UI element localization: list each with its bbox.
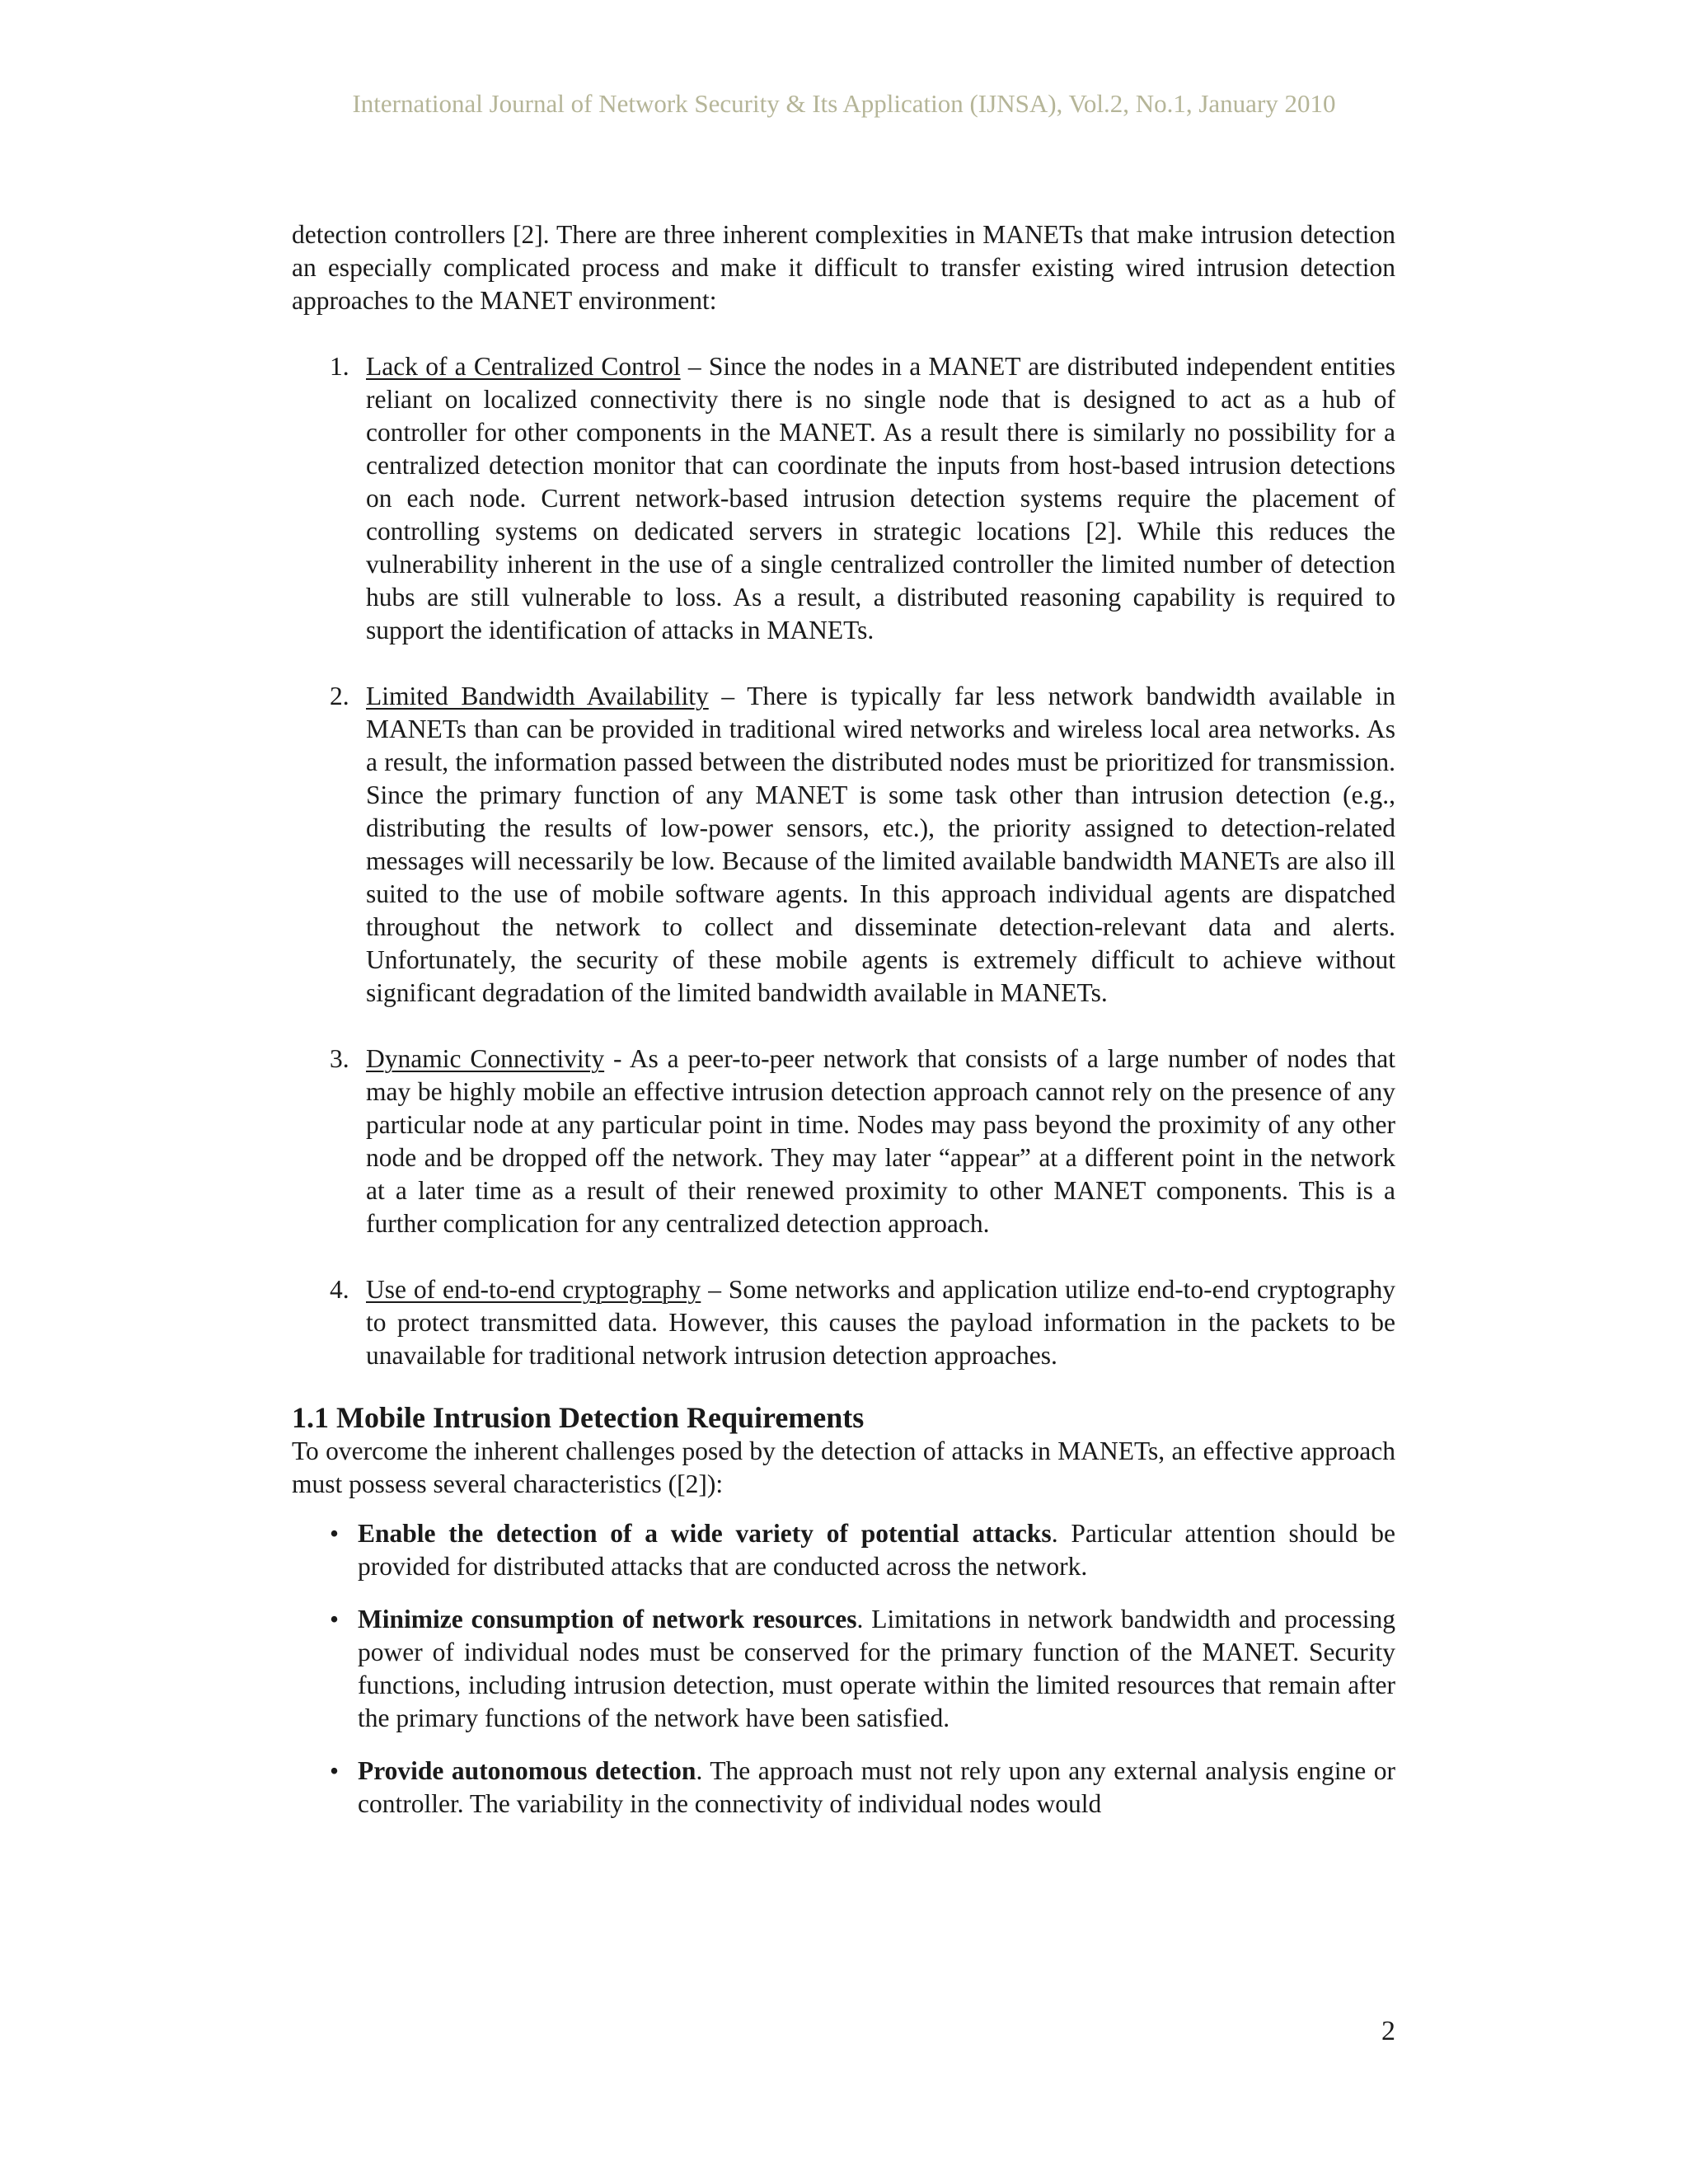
item-number: 4.: [330, 1275, 349, 1304]
bullet-item: [292, 1755, 1395, 1821]
intro-paragraph: detection controllers [2]. There are three inherent complexities in MANETs that make intrusion detection an especially complicated process and make it difficult to transfer existing wired intrusion detection approaches to the MANET environment:: [292, 220, 1395, 315]
bullet-body: . Particular attention should be provided for distributed attacks that are conducted across the network.: [358, 1519, 1396, 1581]
list-item: [292, 680, 1395, 1010]
item-title: Lack of a Centralized Control: [366, 352, 681, 381]
list-item: [292, 1043, 1395, 1240]
bullet-item: [292, 1603, 1395, 1735]
item-number: 2.: [330, 682, 349, 710]
bullet-symbol: •: [330, 1519, 340, 1548]
page-number: 2: [1381, 2016, 1395, 2046]
list-item: [292, 1273, 1395, 1372]
bullet-item: [292, 1517, 1395, 1583]
bullet-body: . Limitations in network bandwidth and processing power of individual nodes must be conserved for the primary function of the MANET. Security functions, including intrusion detection, must operate within the limited resources that remain after the primary functions of the network have been satisfied.: [358, 1605, 1395, 1732]
bullet-symbol: •: [330, 1756, 340, 1785]
complexities-list: [292, 350, 1395, 1372]
running-header: International Journal of Network Security & Its Application (IJNSA), Vol.2, No.1, January 2010: [352, 89, 1336, 118]
item-body: – There is typically far less network bandwidth available in MANETs than can be provided in traditional wired networks and wireless local area networks. As a result, the information passed between the distributed nodes must be prioritized for transmission. Since the primary function of any MANET is some task other than intrusion detection (e.g., distributing the results of low-power sensors, etc.), the priority assigned to detection-related messages will necessarily be low. Because of the limited available bandwidth MANETs are also ill suited to the use of mobile software agents. In this approach individual agents are dispatched throughout the network to collect and disseminate detection-relevant data and alerts. Unfortunately, the security of these mobile agents is extremely difficult to achieve without significant degradation of the limited bandwidth available in MANETs.: [366, 682, 1395, 1007]
bullet-title: Minimize consumption of network resources: [358, 1605, 857, 1633]
item-title: Use of end-to-end cryptography: [366, 1275, 701, 1304]
section-heading: 1.1 Mobile Intrusion Detection Requirements: [292, 1401, 865, 1434]
item-body: - As a peer-to-peer network that consists of a large number of nodes that may be highly mobile an effective intrusion detection approach cannot rely on the presence of any particular node at any particular point in time. Nodes may pass beyond the proximity of any other node and be dropped off the network. They may later “appear” at a different point in the network at a later time as a result of their renewed proximity to other MANET components. This is a further complication for any centralized detection approach.: [366, 1044, 1395, 1238]
bullet-title: Provide autonomous detection: [358, 1756, 696, 1785]
item-number: 3.: [330, 1044, 349, 1073]
page-body: [292, 218, 1395, 1840]
bullet-body: . The approach must not rely upon any external analysis engine or controller. The variability in the connectivity of individual nodes would: [358, 1756, 1395, 1818]
list-item: [292, 350, 1395, 647]
bullet-title: Enable the detection of a wide variety of potential attacks: [358, 1519, 1052, 1548]
item-title: Limited Bandwidth Availability: [366, 682, 709, 710]
item-title: Dynamic Connectivity: [366, 1044, 605, 1073]
bullet-symbol: •: [330, 1605, 340, 1633]
item-number: 1.: [330, 352, 349, 381]
requirements-list: [292, 1517, 1395, 1821]
section-intro: To overcome the inherent challenges posed by the detection of attacks in MANETs, an effective approach must possess several characteristics ([2]):: [292, 1436, 1395, 1498]
item-body: – Since the nodes in a MANET are distributed independent entities reliant on localized connectivity there is no single node that is designed to act as a hub of controller for other components in the MANET. As a result there is similarly no possibility for a centralized detection monitor that can coordinate the inputs from host-based intrusion detections on each node. Current network-based intrusion detection systems require the placement of controlling systems on dedicated servers in strategic locations [2]. While this reduces the vulnerability inherent in the use of a single centralized controller the limited number of detection hubs are still vulnerable to loss. As a result, a distributed reasoning capability is required to support the identification of attacks in MANETs.: [366, 352, 1395, 644]
item-body: – Some networks and application utilize end-to-end cryptography to protect transmitted data. However, this causes the payload information in the packets to be unavailable for traditional network intrusion detection approaches.: [366, 1275, 1395, 1370]
